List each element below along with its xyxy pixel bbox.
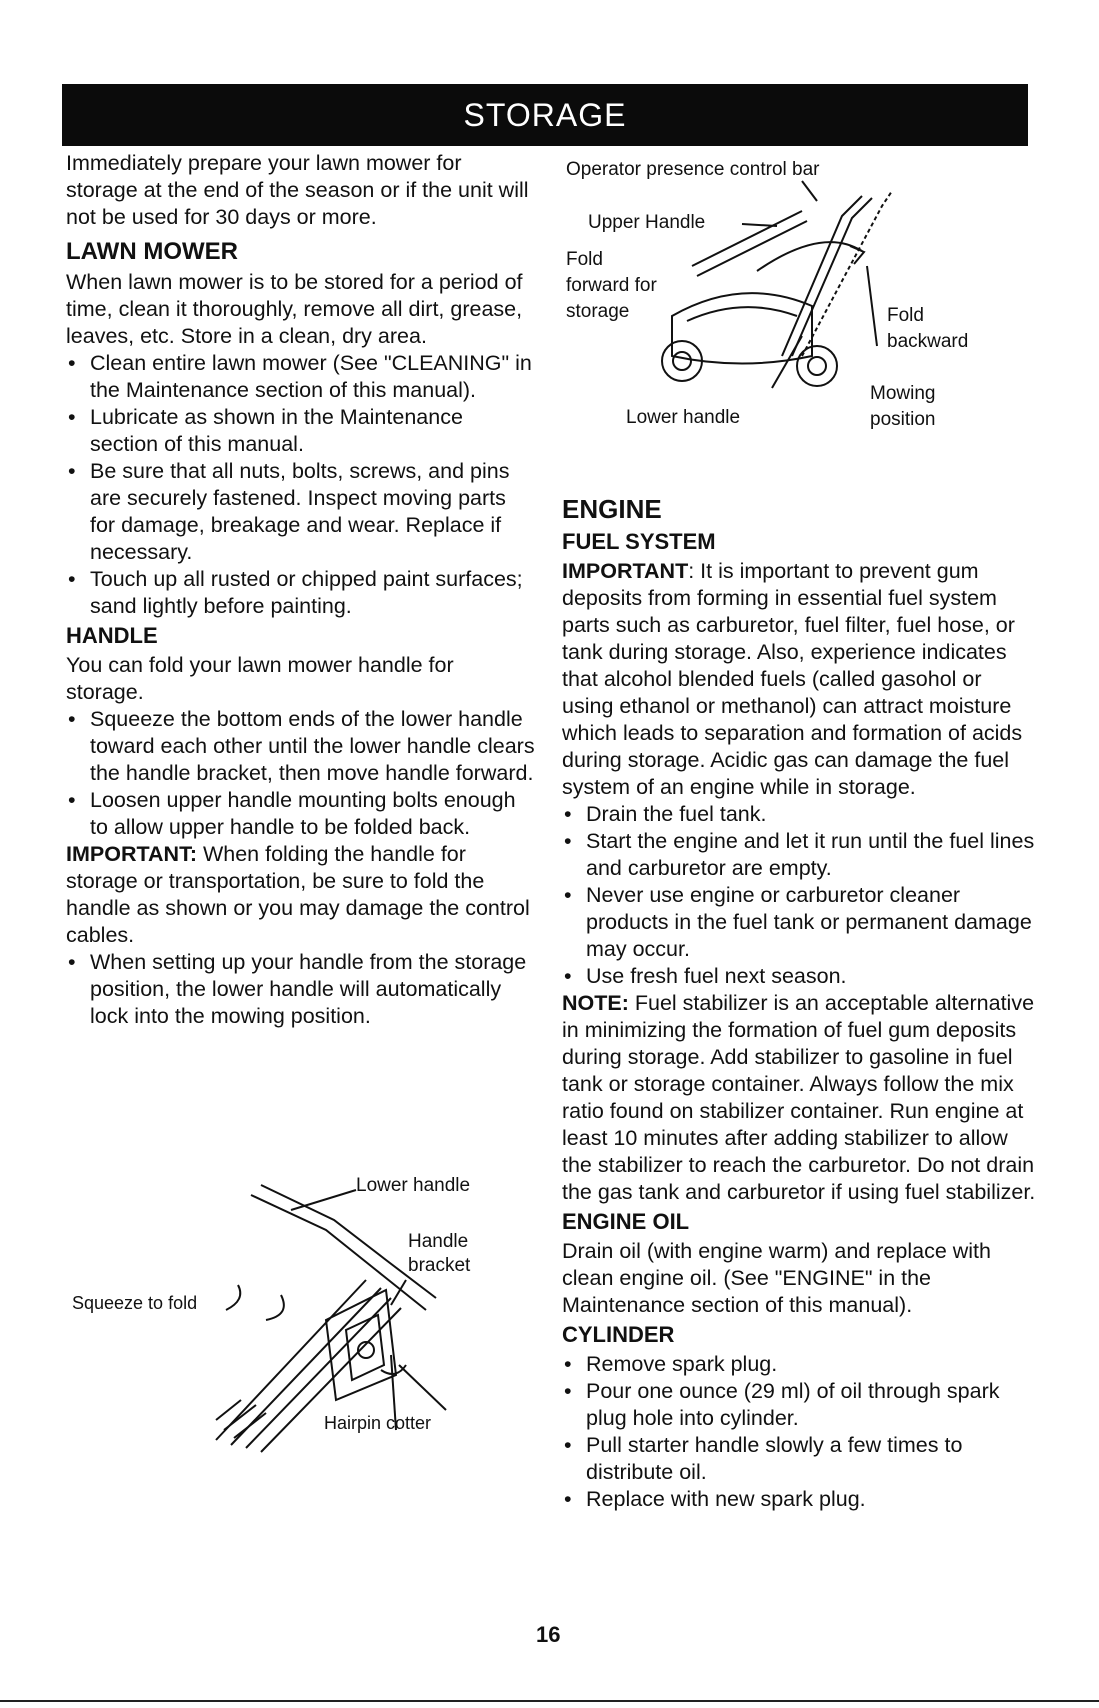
list-item: • Pour one ounce (29 ml) of oil through spark plug hole into cylinder.: [562, 1378, 1038, 1432]
label-control-bar: Operator presence control bar: [566, 159, 820, 180]
list-item: • Lubricate as shown in the Maintenance section of this manual.: [66, 404, 536, 458]
lawn-mower-bullets: [66, 350, 536, 620]
fuel-bullets: [562, 801, 1038, 990]
label-mowing-1: Mowing: [870, 383, 936, 404]
important-label: IMPORTANT:: [66, 842, 197, 866]
label-fold-forward-3: storage: [566, 301, 630, 322]
list-item: • Use fresh fuel next season.: [562, 963, 1038, 990]
fuel-note: [562, 990, 1038, 1206]
engine-oil-heading: ENGINE OIL: [562, 1209, 690, 1234]
fuel-system-heading: FUEL SYSTEM: [562, 529, 716, 554]
list-item: • Be sure that all nuts, bolts, screws, and pins are securely fastened. Inspect moving parts for damage, breakage and wear. Replace if necessary.: [66, 458, 536, 566]
label-lower-handle-right: Lower handle: [626, 407, 741, 428]
list-item: • Remove spark plug.: [562, 1351, 1038, 1378]
handle-bullets: [66, 706, 536, 841]
label-handle-bracket-1: Handle: [408, 1231, 469, 1252]
list-item: • Pull starter handle slowly a few times to distribute oil.: [562, 1432, 1038, 1486]
list-item: • Start the engine and let it run until the fuel lines and carburetor are empty.: [562, 828, 1038, 882]
label-fold-backward-2: backward: [887, 331, 969, 352]
list-item: • Replace with new spark plug.: [562, 1486, 1038, 1513]
lawn-mower-text: When lawn mower is to be stored for a period of time, clean it thoroughly, remove all dirt, grease, leaves, etc. Store in a clean, dry area.: [66, 270, 523, 348]
handle-important: [66, 841, 536, 949]
important-label: IMPORTANT: [562, 559, 689, 583]
bottom-rule: [0, 1700, 1099, 1702]
left-column: [66, 150, 536, 1030]
important-text: When folding the handle for storage or transportation, be sure to fold the handle as shown or you may damage the control cables.: [66, 842, 530, 947]
label-upper-handle: Upper Handle: [588, 212, 706, 233]
list-item: • Squeeze the bottom ends of the lower handle toward each other until the lower handle clears the handle bracket, then move handle forward.: [66, 706, 536, 787]
label-hairpin-cotter: Hairpin cotter: [324, 1413, 432, 1433]
handle-bullets-2: [66, 949, 536, 1030]
banner-title: STORAGE: [463, 96, 627, 133]
handle-text: You can fold your lawn mower handle for storage.: [66, 653, 454, 704]
page-number: 16: [536, 1622, 561, 1647]
handle-heading: HANDLE: [66, 623, 158, 648]
note-text: Fuel stabilizer is an acceptable alternative in minimizing the formation of fuel gum deposits during storage. Add stabilizer to gasoline in fuel tank or storage container. Always follow the mix ratio found on stabilizer container. Run engine at least 10 minutes after adding stabilizer to allow the stabilizer to reach the carburetor. Do not drain the gas tank and carburetor if using fuel stabilizer.: [562, 991, 1036, 1204]
label-mowing-2: position: [870, 409, 936, 430]
list-item: • Drain the fuel tank.: [562, 801, 1038, 828]
label-lower-handle: Lower handle: [356, 1175, 471, 1196]
label-handle-bracket-2: bracket: [408, 1255, 471, 1276]
list-item: • When setting up your handle from the storage position, the lower handle will automatically lock into the mowing position.: [66, 949, 536, 1030]
cylinder-bullets: [562, 1351, 1038, 1513]
list-item: • Clean entire lawn mower (See "CLEANING" in the Maintenance section of this manual).: [66, 350, 536, 404]
right-column: [562, 486, 1038, 1513]
list-item: • Never use engine or carburetor cleaner products in the fuel tank or permanent damage may occur.: [562, 882, 1038, 963]
label-fold-forward-2: forward for: [566, 275, 657, 296]
label-squeeze-to-fold: Squeeze to fold: [72, 1293, 198, 1313]
important-text: : It is important to prevent gum deposits from forming in essential fuel system parts such as carburetor, fuel filter, fuel hose, or tank during storage. Also, experience indicates that alcohol blended fuels (called gasohol or using ethanol or methanol) can attract moisture which leads to separation and formation of acids during storage. Acidic gas can damage the fuel system of an engine while in storage.: [562, 559, 1023, 799]
list-item: • Loosen upper handle mounting bolts enough to allow upper handle to be folded back.: [66, 787, 536, 841]
storage-banner: [62, 84, 1028, 146]
cylinder-heading: CYLINDER: [562, 1322, 675, 1347]
list-item: • Touch up all rusted or chipped paint surfaces; sand lightly before painting.: [66, 566, 536, 620]
label-fold-backward-1: Fold: [887, 305, 924, 326]
label-fold-forward-1: Fold: [566, 249, 603, 270]
intro-paragraph: Immediately prepare your lawn mower for storage at the end of the season or if the unit will not be used for 30 days or more.: [66, 151, 529, 229]
engine-heading: ENGINE: [562, 494, 662, 524]
mower-fold-figure: [562, 156, 1038, 456]
engine-oil-text: Drain oil (with engine warm) and replace with clean engine oil. (See "ENGINE" in the Maintenance section of this manual).: [562, 1239, 991, 1317]
fuel-important: [562, 558, 1038, 801]
handle-bracket-illustration: [66, 1170, 536, 1460]
note-label: NOTE:: [562, 991, 629, 1015]
lawn-mower-heading: LAWN MOWER: [66, 238, 238, 265]
handle-bracket-figure: [66, 1170, 536, 1460]
